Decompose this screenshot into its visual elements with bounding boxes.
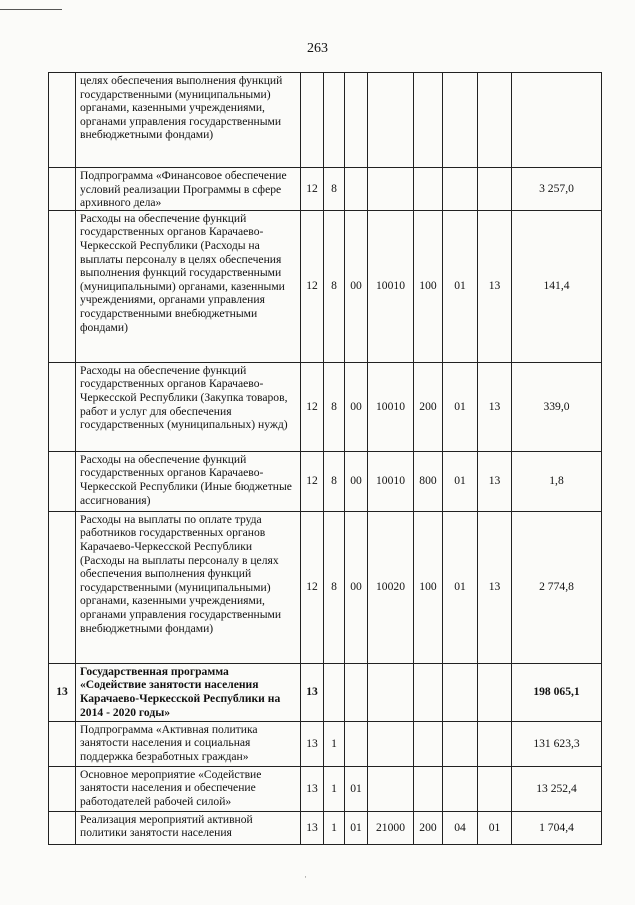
row-name-cell: Расходы на выплаты по оплате труда работников государственных органов Карачаево-Черкесской Республики (Расходы на выплаты персоналу в целях обеспечения выполнения функций государственными (муниципальными) органами, казенными учреждениями, органами управления государственными внебюджетными фондами) [76,511,301,663]
table-row [49,451,602,511]
subsection-code-cell [478,663,512,721]
subsection-code-cell: 01 [478,811,512,844]
amount-cell: 198 065,1 [512,663,602,721]
subsection-code-cell: 13 [478,210,512,362]
event-code-cell: 00 [345,362,368,451]
program-code-cell: 13 [301,663,324,721]
subprogram-code-cell: 8 [324,451,345,511]
scan-dot: · [304,872,307,882]
direction-code-cell: 21000 [368,811,414,844]
event-code-cell: 00 [345,451,368,511]
subsection-code-cell [478,766,512,811]
section-code-cell [443,168,478,211]
amount-cell: 2 774,8 [512,511,602,663]
amount-cell: 13 252,4 [512,766,602,811]
direction-code-cell [368,721,414,766]
row-name-cell: Подпрограмма «Активная политика занятости населения и социальная поддержка безработных граждан» [76,721,301,766]
direction-code-cell [368,663,414,721]
subsection-code-cell: 13 [478,451,512,511]
direction-code-cell: 10010 [368,362,414,451]
direction-code-cell: 10010 [368,210,414,362]
amount-cell: 1,8 [512,451,602,511]
expense-type-cell: 800 [414,451,443,511]
expense-type-cell: 200 [414,811,443,844]
expense-type-cell: 100 [414,511,443,663]
table-row [49,210,602,362]
page-number: 263 [307,41,328,56]
event-code-cell: 01 [345,811,368,844]
table-row [49,73,602,168]
amount-cell: 131 623,3 [512,721,602,766]
direction-code-cell: 10020 [368,511,414,663]
event-code-cell: 00 [345,210,368,362]
row-number-cell [49,511,76,663]
event-code-cell [345,663,368,721]
table-row [49,362,602,451]
row-number-cell [49,210,76,362]
subprogram-code-cell: 8 [324,362,345,451]
row-number-cell [49,766,76,811]
direction-code-cell [368,766,414,811]
program-code-cell: 12 [301,511,324,663]
table-row [49,811,602,844]
event-code-cell [345,73,368,168]
row-number-cell: 13 [49,663,76,721]
expense-type-cell [414,663,443,721]
top-rule [0,9,62,10]
program-code-cell: 12 [301,210,324,362]
program-code-cell [301,73,324,168]
table-row [49,721,602,766]
section-code-cell: 04 [443,811,478,844]
row-name-cell: Расходы на обеспечение функций государственных органов Карачаево-Черкесской Республики (Расходы на выплаты персоналу в целях обеспечения выполнения функций государственными (муниципальными) органами, казенными учреждениями, органами управления государственными внебюджетными фондами) [76,210,301,362]
subprogram-code-cell [324,73,345,168]
amount-cell: 3 257,0 [512,168,602,211]
section-code-cell: 01 [443,511,478,663]
subprogram-code-cell: 8 [324,511,345,663]
row-number-cell [49,721,76,766]
row-name-cell: Расходы на обеспечение функций государственных органов Карачаево-Черкесской Республики (Закупка товаров, работ и услуг для обеспечения государственных (муниципальных) нужд) [76,362,301,451]
row-name-cell: целях обеспечения выполнения функций государственными (муниципальными) органами, казенными учреждениями, органами управления государственными внебюджетными фондами) [76,73,301,168]
expense-type-cell: 100 [414,210,443,362]
amount-cell: 339,0 [512,362,602,451]
section-code-cell [443,663,478,721]
program-code-cell: 13 [301,721,324,766]
subprogram-code-cell [324,663,345,721]
table-row [49,766,602,811]
direction-code-cell [368,73,414,168]
row-name-cell: Основное мероприятие «Содействие занятости населения и обеспечение работодателей рабочей силой» [76,766,301,811]
subsection-code-cell: 13 [478,362,512,451]
expense-type-cell: 200 [414,362,443,451]
row-name-cell: Реализация мероприятий активной политики занятости населения [76,811,301,844]
expense-type-cell [414,721,443,766]
subprogram-code-cell: 8 [324,210,345,362]
expense-type-cell [414,168,443,211]
amount-cell: 1 704,4 [512,811,602,844]
section-code-cell [443,721,478,766]
direction-code-cell: 10010 [368,451,414,511]
row-name-cell: Государственная программа «Содействие занятости населения Карачаево-Черкесской Республики на 2014 - 2020 годы» [76,663,301,721]
program-code-cell: 12 [301,362,324,451]
subsection-code-cell [478,73,512,168]
program-code-cell: 13 [301,811,324,844]
event-code-cell [345,168,368,211]
subsection-code-cell: 13 [478,511,512,663]
budget-table [48,72,602,845]
section-code-cell: 01 [443,362,478,451]
amount-cell: 141,4 [512,210,602,362]
row-number-cell [49,168,76,211]
row-name-cell: Расходы на обеспечение функций государственных органов Карачаево-Черкесской Республики (Иные бюджетные ассигнования) [76,451,301,511]
program-code-cell: 12 [301,168,324,211]
section-code-cell: 01 [443,210,478,362]
table-row [49,168,602,211]
event-code-cell: 00 [345,511,368,663]
subsection-code-cell [478,721,512,766]
program-code-cell: 12 [301,451,324,511]
subprogram-code-cell: 8 [324,168,345,211]
row-number-cell [49,362,76,451]
subprogram-code-cell: 1 [324,766,345,811]
event-code-cell: 01 [345,766,368,811]
row-number-cell [49,451,76,511]
subprogram-code-cell: 1 [324,721,345,766]
subprogram-code-cell: 1 [324,811,345,844]
amount-cell [512,73,602,168]
row-name-cell: Подпрограмма «Финансовое обеспечение условий реализации Программы в сфере архивного дела» [76,168,301,211]
row-number-cell [49,811,76,844]
section-code-cell [443,766,478,811]
event-code-cell [345,721,368,766]
expense-type-cell [414,766,443,811]
row-number-cell [49,73,76,168]
section-code-cell: 01 [443,451,478,511]
expense-type-cell [414,73,443,168]
program-code-cell: 13 [301,766,324,811]
table-row [49,511,602,663]
section-code-cell [443,73,478,168]
direction-code-cell [368,168,414,211]
table-row [49,663,602,721]
subsection-code-cell [478,168,512,211]
